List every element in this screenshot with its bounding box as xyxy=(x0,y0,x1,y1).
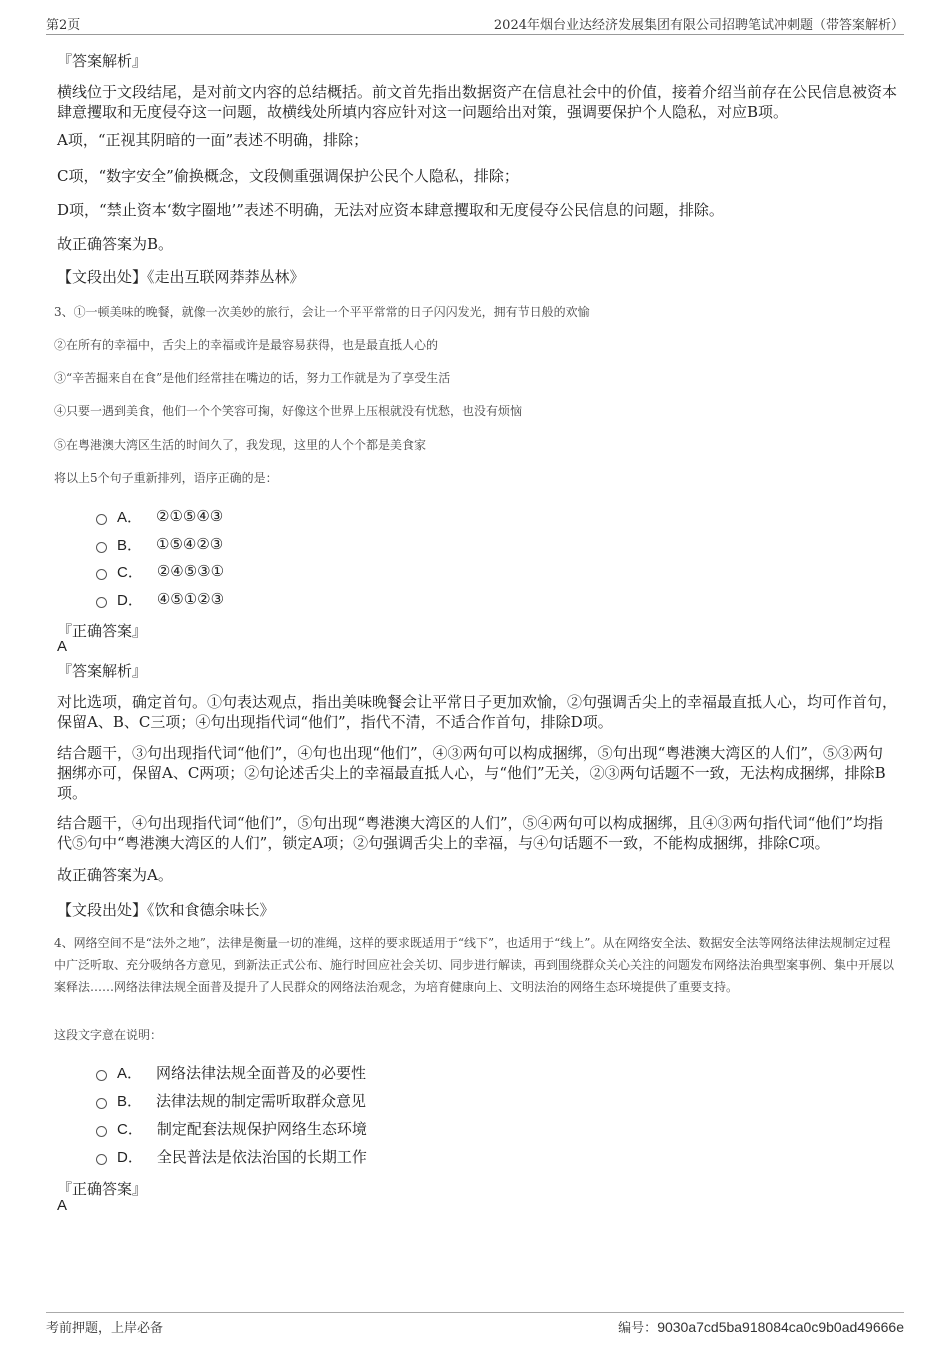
correct-answer: A xyxy=(57,638,68,655)
option-text: 法律法规的制定需听取群众意见 xyxy=(156,1091,367,1110)
correct-answer: A xyxy=(57,1197,68,1214)
source-citation: 【文段出处】《饮和食德余味长》 xyxy=(57,901,275,919)
option-key: C． xyxy=(117,1120,143,1138)
question-sentence: ③“辛苦掘来自在食”是他们经常挂在嘴边的话，努力工作就是为了享受生活 xyxy=(54,371,451,385)
option-text: ②①⑤④③ xyxy=(156,507,224,525)
option-key: C． xyxy=(117,563,143,581)
option-text: ①⑤④②③ xyxy=(156,535,224,553)
code-value: 9030a7cd5ba918084ca0c9b0ad49666e xyxy=(657,1319,904,1335)
analysis-paragraph: D项，“禁止资本‘数字圈地’”表述不明确，无法对应资本肆意攫取和无度侵夺公民信息的问题，排除。 xyxy=(57,201,724,219)
page-header xyxy=(46,14,904,35)
question-prompt: 将以上5个句子重新排列，语序正确的是： xyxy=(54,471,278,485)
option-d[interactable] xyxy=(96,588,224,610)
option-b[interactable] xyxy=(96,1089,366,1111)
option-key: D． xyxy=(117,591,143,609)
option-text: 制定配套法规保护网络生态环境 xyxy=(156,1119,367,1138)
question-sentence: ②在所有的幸福中，舌尖上的幸福或许是最容易获得，也是最直抵人心的 xyxy=(54,338,439,352)
question-sentence: ④只要一遇到美食，他们一个个笑容可掬，好像这个世界上压根就没有忧愁，也没有烦恼 xyxy=(54,404,523,418)
radio-icon[interactable] xyxy=(96,1154,107,1165)
code-label: 编号： xyxy=(618,1321,658,1336)
page-number: 第2页 xyxy=(46,18,81,33)
option-key: D． xyxy=(117,1148,143,1166)
radio-icon[interactable] xyxy=(96,514,107,525)
analysis-paragraph: 结合题干，③句出现指代词“他们”，④句也出现“他们”，④③两句可以构成捆绑，⑤句出现“粤港澳大湾区的人们”，⑤③两句捆绑亦可，保留A、C两项；②句论述舌尖上的幸福最直抵人心，与“他们”无关，②③两句话题不一致，无法构成捆绑，排除B项。 xyxy=(57,744,886,802)
option-a[interactable] xyxy=(96,505,223,527)
option-key: A． xyxy=(117,1064,143,1082)
analysis-label: 『答案解析』 xyxy=(57,662,148,680)
correct-answer-label: 『正确答案』 xyxy=(57,622,148,640)
radio-icon[interactable] xyxy=(96,569,107,580)
question-sentence: 3、①一顿美味的晚餐，就像一次美妙的旅行，会让一个平平常常的日子闪闪发光，拥有节日般的欢愉 xyxy=(54,305,590,319)
analysis-paragraph: 结合题干，④句出现指代词“他们”，⑤句出现“粤港澳大湾区的人们”，⑤④两句可以构成捆绑，且④③两句指代词“他们”均指代⑤句中“粤港澳大湾区的人们”，锁定A项；②句强调舌尖上的幸福，与④句话题不一致，不能构成捆绑，排除C项。 xyxy=(57,814,884,852)
radio-icon[interactable] xyxy=(96,597,107,608)
footer-slogan: 考前押题，上岸必备 xyxy=(46,1321,164,1336)
option-c[interactable] xyxy=(96,560,224,582)
option-text: ④⑤①②③ xyxy=(156,590,225,608)
question-stem: 4、网络空间不是“法外之地”，法律是衡量一切的准绳，这样的要求既适用于“线下”，也适用于“线上”。从在网络安全法、数据安全法等网络法律法规制定过程中广泛听取、充分吸纳各方意见，到新法正式公布、施行时回应社会关切、同步进行解读，再到围绕群众关心关注的问题发布网络法治典型案事例、集中开展以案释法……网络法律法规全面普及提升了人民群众的网络法治观念，为培育健康向上、文明法治的网络生态环境提供了重要支持。 xyxy=(54,936,895,994)
analysis-paragraph: 对比选项，确定首句。①句表达观点，指出美味晚餐会让平常日子更加欢愉，②句强调舌尖上的幸福最直抵人心，均可作首句，保留A、B、C三项；④句出现指代词“他们”，指代不清，不适合作首句，排除D项。 xyxy=(57,693,898,731)
option-text: 全民普法是依法治国的长期工作 xyxy=(156,1147,367,1166)
option-b[interactable] xyxy=(96,533,223,555)
option-text: ②④⑤③① xyxy=(156,562,225,580)
option-key: B． xyxy=(117,1092,143,1110)
analysis-paragraph: 横线位于文段结尾，是对前文内容的总结概括。前文首先指出数据资产在信息社会中的价值，接着介绍当前存在公民信息被资本肆意攫取和无度侵夺这一问题，故横线处所填内容应针对这一问题给出对策，强调要保护个人隐私，对应B项。 xyxy=(57,83,898,121)
page-footer xyxy=(46,1312,904,1337)
radio-icon[interactable] xyxy=(96,1098,107,1109)
option-a[interactable] xyxy=(96,1061,366,1083)
conclusion-line: 故正确答案为A。 xyxy=(57,866,173,884)
option-text: 网络法律法规全面普及的必要性 xyxy=(156,1063,367,1082)
document-code xyxy=(618,1317,904,1336)
radio-icon[interactable] xyxy=(96,542,107,553)
analysis-paragraph: A项，“正视其阴暗的一面”表述不明确，排除； xyxy=(57,131,369,149)
conclusion-line: 故正确答案为B。 xyxy=(57,235,174,253)
question-sentence: ⑤在粤港澳大湾区生活的时间久了，我发现，这里的人个个都是美食家 xyxy=(54,438,427,452)
option-c[interactable] xyxy=(96,1117,367,1139)
correct-answer-label: 『正确答案』 xyxy=(57,1180,148,1198)
source-citation: 【文段出处】《走出互联网莽莽丛林》 xyxy=(57,268,305,286)
radio-icon[interactable] xyxy=(96,1126,107,1137)
option-d[interactable] xyxy=(96,1145,367,1167)
document-title: 2024年烟台业达经济发展集团有限公司招聘笔试冲刺题（带答案解析） xyxy=(493,18,904,33)
question-prompt: 这段文字意在说明： xyxy=(54,1028,163,1042)
analysis-label: 『答案解析』 xyxy=(57,52,148,70)
radio-icon[interactable] xyxy=(96,1070,107,1081)
option-key: A． xyxy=(117,508,143,526)
analysis-paragraph: C项，“数字安全”偷换概念，文段侧重强调保护公民个人隐私，排除； xyxy=(57,167,519,185)
option-key: B． xyxy=(117,536,143,554)
